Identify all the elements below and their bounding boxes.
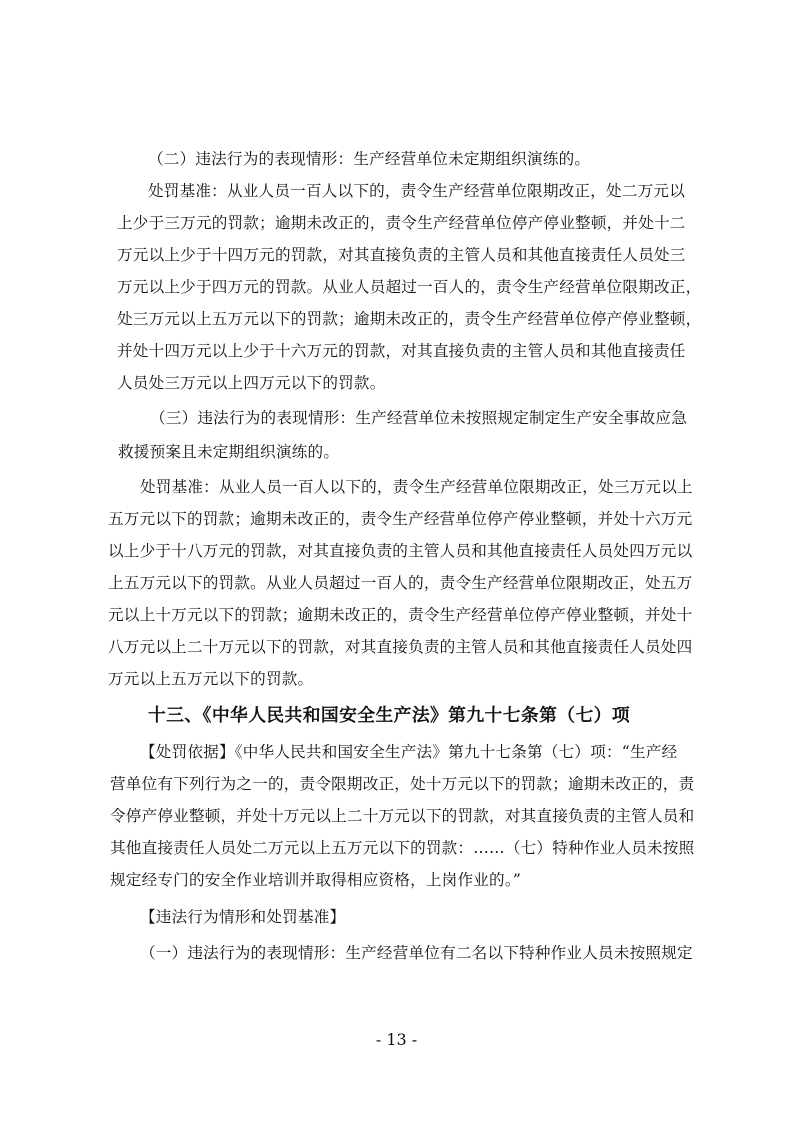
text-line: 规定经专门的安全作业培训并取得相应资格，上岗作业的。” xyxy=(110,871,522,889)
text-line: （二）违法行为的表现情形：生产经营单位未定期组织演练的。 xyxy=(148,150,591,168)
text-line: 处罚基准：从业人员一百人以下的，责令生产经营单位限期改正，处二万元以 xyxy=(148,182,685,200)
text-line: 元以上十万元以下的罚款；逾期未改正的，责令生产经营单位停产停业整顿，并处十 xyxy=(108,606,693,624)
text-line: 八万元以上二十万元以下的罚款，对其直接负责的主管人员和其他直接责任人员处四 xyxy=(108,638,693,656)
text-line: 营单位有下列行为之一的，责令限期改正，处十万元以下的罚款；逾期未改正的，责 xyxy=(110,775,695,793)
text-line: 处三万元以上五万元以下的罚款；逾期未改正的，责令生产经营单位停产停业整顿， xyxy=(117,310,702,328)
text-line: 处罚基准：从业人员一百人以下的，责令生产经营单位限期改正，处三万元以上 xyxy=(140,478,693,496)
text-line: 五万元以下的罚款；逾期未改正的，责令生产经营单位停产停业整顿，并处十六万元 xyxy=(108,510,693,528)
text-line: 万元以上五万元以下的罚款。 xyxy=(108,670,314,688)
text-line: 救援预案且未定期组织演练的。 xyxy=(118,443,340,461)
text-line: 万元以上少于四万元的罚款。从业人员超过一百人的，责令生产经营单位限期改正， xyxy=(117,278,702,296)
subheading: 【违法行为情形和处罚基准】 xyxy=(140,908,346,926)
text-line: 【处罚依据】《中华人民共和国安全生产法》第九十七条第（七）项：“生产经 xyxy=(140,743,678,761)
text-line: 以上少于十八万元的罚款，对其直接负责的主管人员和其他直接责任人员处四万元以 xyxy=(108,542,693,560)
text-line: 万元以上少于十四万元的罚款，对其直接负责的主管人员和其他直接责任人员处三 xyxy=(117,246,686,264)
page-number: - 13 - xyxy=(375,1030,418,1049)
text-line: 上五万元以下的罚款。从业人员超过一百人的，责令生产经营单位限期改正，处五万 xyxy=(108,574,693,592)
text-line: （三）违法行为的表现情形：生产经营单位未按照规定制定生产安全事故应急 xyxy=(150,409,687,427)
text-line: 令停产停业整顿，并处十万元以上二十万元以下的罚款，对其直接负责的主管人员和 xyxy=(110,807,695,825)
text-line: （一）违法行为的表现情形：生产经营单位有二名以下特种作业人员未按照规定 xyxy=(140,944,693,962)
text-line: 其他直接责任人员处二万元以上五万元以下的罚款：……（七）特种作业人员未按照 xyxy=(110,839,695,857)
text-line: 并处十四万元以上少于十六万元的罚款，对其直接负责的主管人员和其他直接责任 xyxy=(117,342,686,360)
text-line: 人员处三万元以上四万元以下的罚款。 xyxy=(117,374,386,392)
section-heading: 十三、《中华人民共和国安全生产法》第九十七条第（七）项 xyxy=(148,705,630,726)
text-line: 上少于三万元的罚款；逾期未改正的，责令生产经营单位停产停业整顿，并处十二 xyxy=(117,214,686,232)
